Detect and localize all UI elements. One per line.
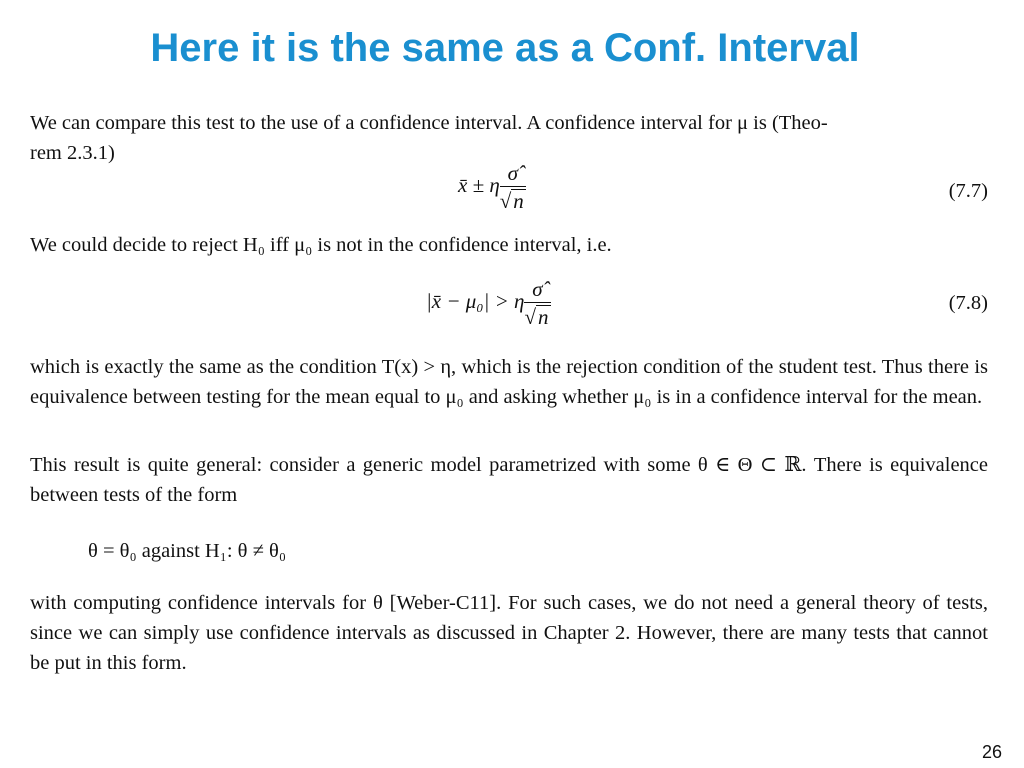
equation-7-8-lhs: |x̄ − μ₀| > η — [426, 288, 525, 313]
equation-7-7-numerator: σ̂ — [500, 162, 526, 187]
equation-7-8-numerator: σ̂ — [524, 278, 550, 303]
equation-7-8-fraction — [524, 278, 550, 328]
equation-7-7-denominator: n — [513, 189, 524, 214]
equation-7-7-lhs: x̄ ± η — [458, 172, 500, 197]
page-number: 26 — [981, 742, 1002, 762]
sqrt-symbol: √n — [524, 305, 549, 330]
equation-7-8-denominator: n — [538, 305, 549, 330]
paragraph-reject-rule: We could decide to reject H₀ iff μ₀ is not in the confidence interval, i.e. — [30, 234, 612, 256]
paragraph-line-2: rem 2.3.1) — [30, 142, 115, 164]
paragraph-conclusion: with computing confidence intervals for θ [Weber-C11]. For such cases, we do not need a general theory of tests, since we can simply use confidence intervals as discussed in Chapter 2. However, there are many tests that cannot be put in this form. — [30, 592, 988, 674]
sqrt-symbol: √n — [499, 189, 524, 214]
equation-7-7 — [458, 162, 526, 212]
equation-7-8-label: (7.8) — [948, 292, 988, 314]
paragraph-general-result: This result is quite general: consider a generic model parametrized with some θ ∈ Θ ⊂ ℝ. There is equivalence between tests of the form — [30, 454, 988, 506]
paragraph-confidence-intro — [30, 108, 988, 168]
paragraph-line-1: We can compare this test to the use of a confidence interval. A confidence interval for μ is (Theo- — [30, 112, 828, 134]
equation-7-7-label: (7.7) — [948, 180, 988, 202]
paragraph-equivalence: which is exactly the same as the condition T(x) > η, which is the rejection condition of the student test. Thus there is equivalence between testing for the mean equal to μ₀ and asking whether μ₀ is in a confidence interval for the mean. — [30, 356, 988, 408]
equation-7-7-fraction — [500, 162, 526, 212]
slide-title: Here it is the same as a Conf. Interval — [150, 26, 860, 70]
hypothesis-statement: θ = θ₀ against H₁: θ ≠ θ₀ — [88, 540, 286, 562]
equation-7-8 — [426, 278, 551, 328]
